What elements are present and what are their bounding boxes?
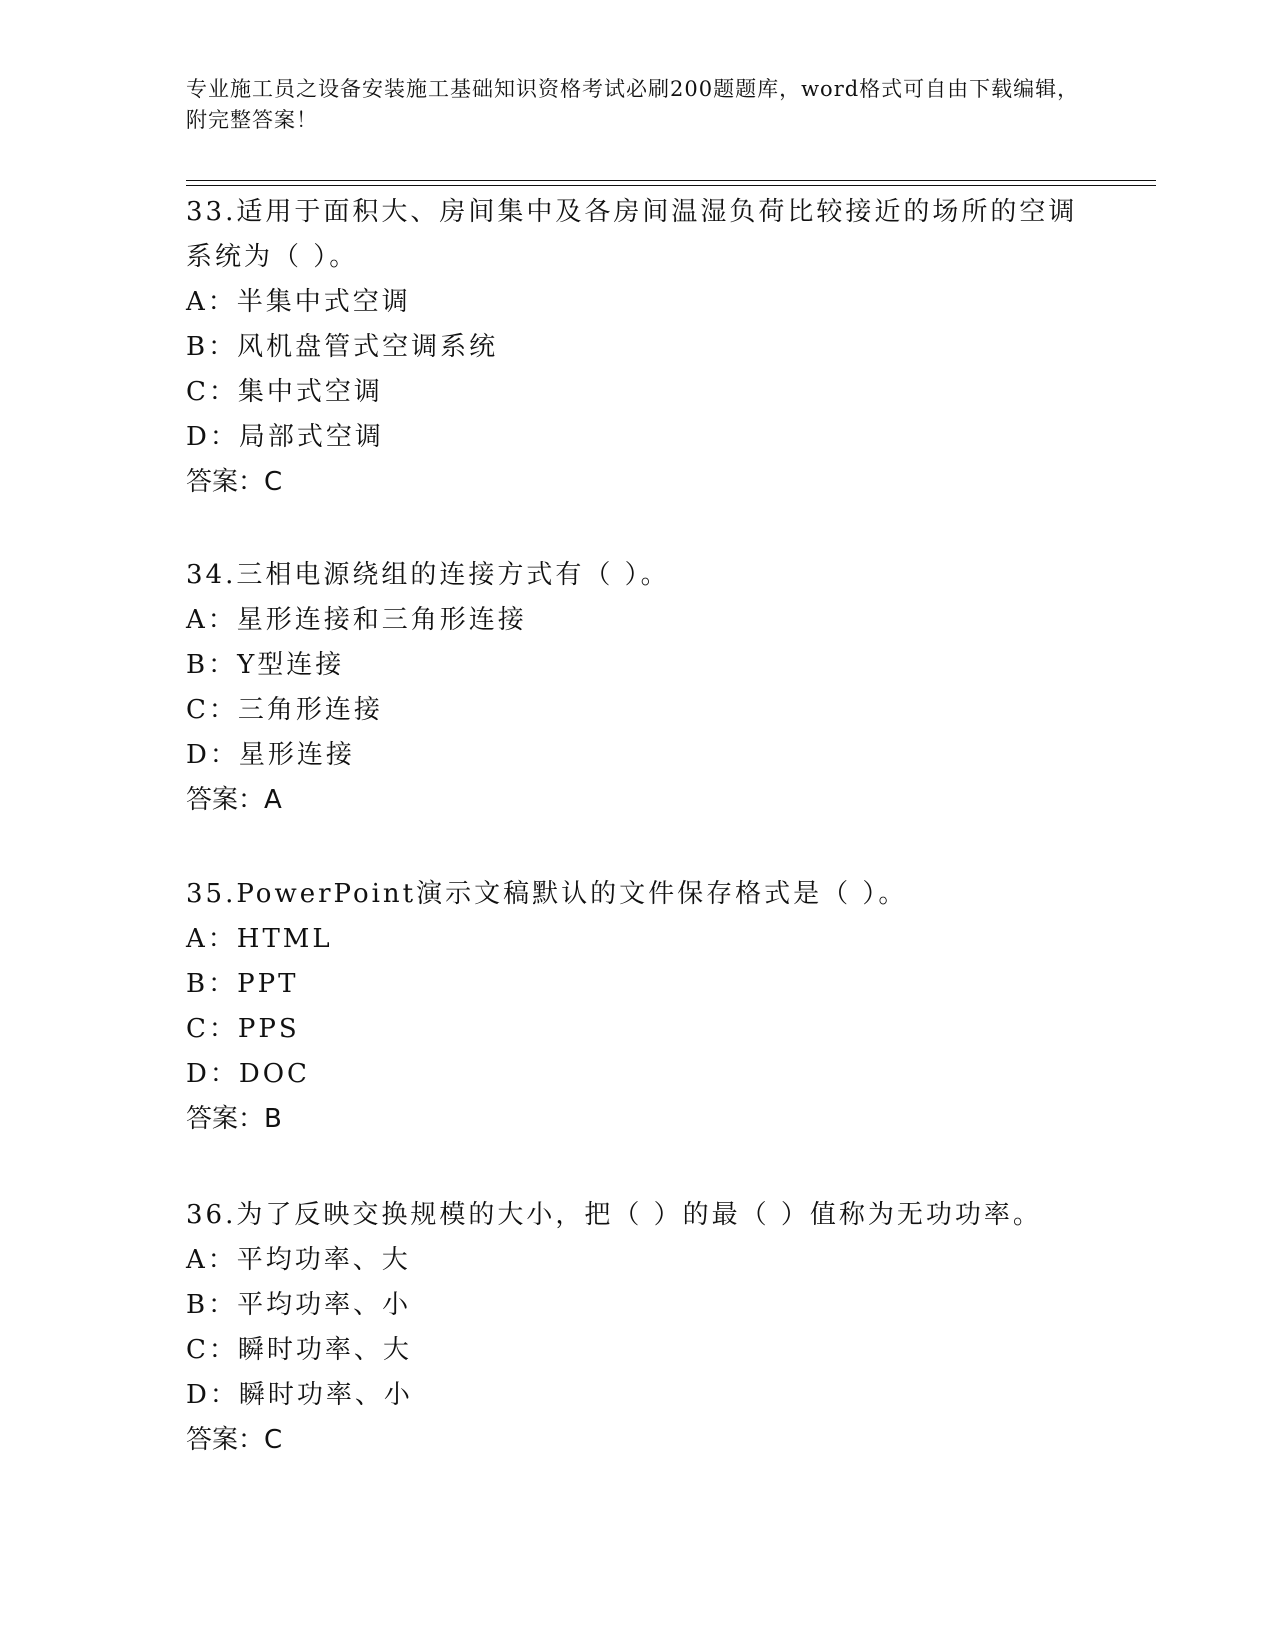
answer: 答案：B xyxy=(186,1104,282,1134)
option-d: D：DOC xyxy=(186,1059,310,1089)
option-d: D：局部式空调 xyxy=(186,422,384,452)
option-a: A：半集中式空调 xyxy=(186,287,411,317)
option-d: D：星形连接 xyxy=(186,740,355,770)
option-d: D：瞬时功率、小 xyxy=(186,1380,413,1410)
option-c: C：集中式空调 xyxy=(186,377,383,407)
option-c: C：三角形连接 xyxy=(186,695,383,725)
option-b: B：Y型连接 xyxy=(186,650,345,680)
answer: 答案：A xyxy=(186,785,282,815)
question-34 xyxy=(186,553,1086,823)
option-c: C：瞬时功率、大 xyxy=(186,1335,412,1365)
document-header: 专业施工员之设备安装施工基础知识资格考试必刷200题题库，word格式可自由下载编辑，附完整答案！ xyxy=(186,77,1080,132)
question-35 xyxy=(186,872,1086,1142)
option-b: B：PPT xyxy=(186,969,299,999)
option-a: A：HTML xyxy=(186,924,333,954)
option-a: A：平均功率、大 xyxy=(186,1245,411,1275)
question-36 xyxy=(186,1193,1086,1463)
header-divider-bottom xyxy=(186,185,1156,186)
option-c: C：PPS xyxy=(186,1014,300,1044)
option-a: A：星形连接和三角形连接 xyxy=(186,605,527,635)
answer: 答案：C xyxy=(186,467,283,497)
answer: 答案：C xyxy=(186,1425,283,1455)
option-b: B：风机盘管式空调系统 xyxy=(186,332,499,362)
question-stem: 33.适用于面积大、房间集中及各房间温湿负荷比较接近的场所的空调系统为（ ）。 xyxy=(186,197,1078,272)
question-stem: 36.为了反映交换规模的大小，把（ ）的最（ ）值称为无功功率。 xyxy=(186,1200,1042,1230)
question-stem: 35.PowerPoint演示文稿默认的文件保存格式是（ ）。 xyxy=(186,879,908,909)
question-stem: 34.三相电源绕组的连接方式有（ ）。 xyxy=(186,560,670,590)
option-b: B：平均功率、小 xyxy=(186,1290,412,1320)
header-divider-top xyxy=(186,180,1156,181)
question-33 xyxy=(186,190,1086,505)
